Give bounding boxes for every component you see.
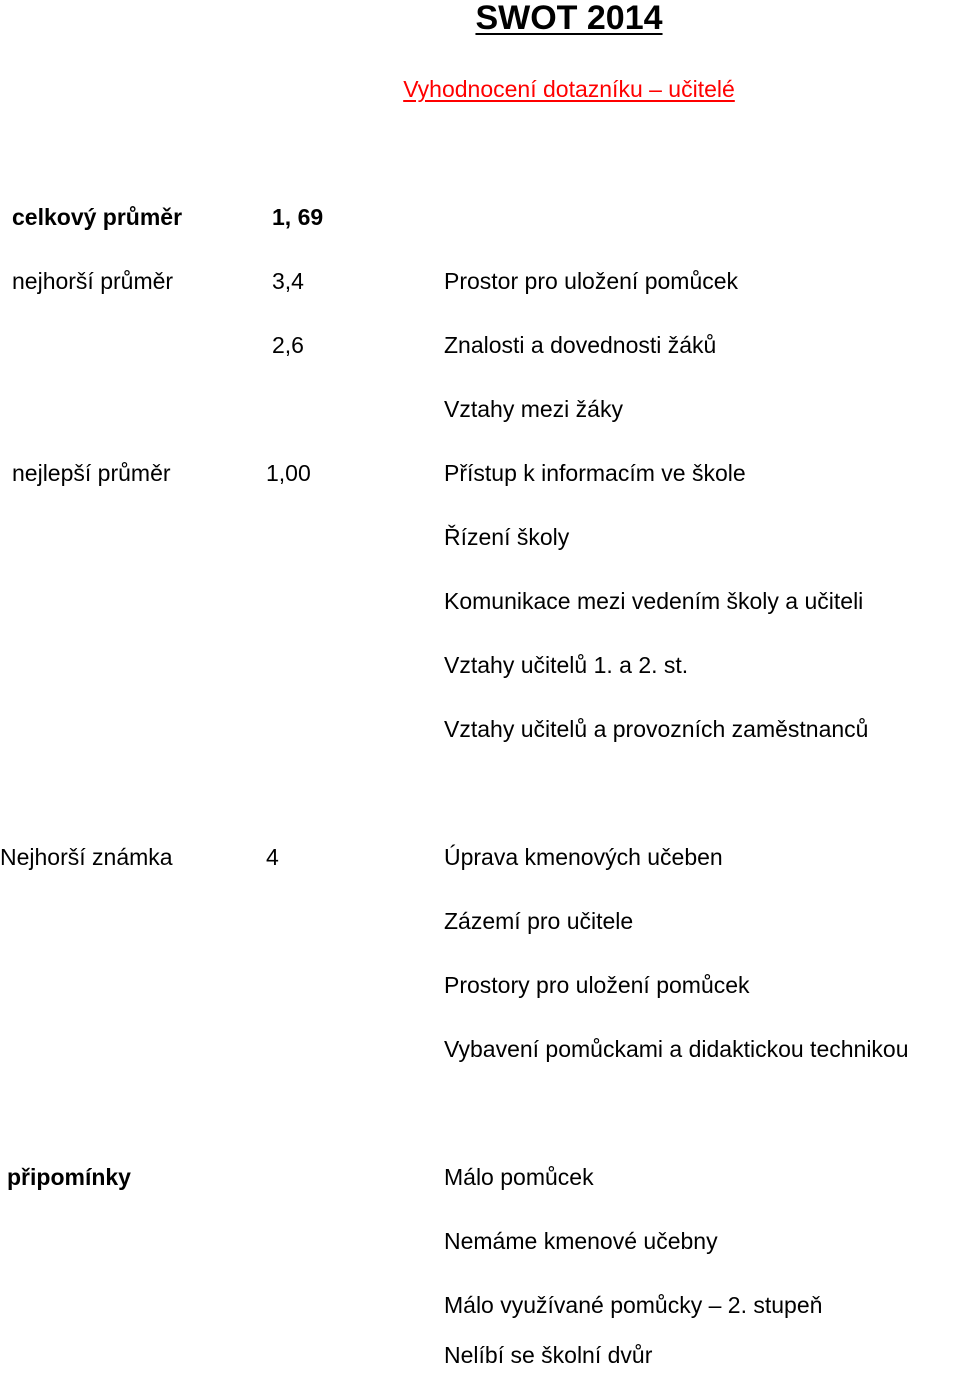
page-subtitle: Vyhodnocení dotazníku – učitelé <box>403 76 735 102</box>
worst-grade-item: Vybavení pomůckami a didaktickou technikou <box>444 1036 909 1062</box>
best-average-item: Přístup k informacím ve škole <box>444 460 746 486</box>
worst-grade-item: Úprava kmenových učeben <box>444 844 723 870</box>
best-average-item: Vztahy učitelů a provozních zaměstnanců <box>444 716 869 742</box>
worst-average-label: nejhorší průměr <box>12 268 174 294</box>
worst-average-value: 2,6 <box>272 332 304 358</box>
worst-average-value: 3,4 <box>272 268 304 294</box>
worst-grade-item: Zázemí pro učitele <box>444 908 634 934</box>
comment-item: Málo pomůcek <box>444 1164 594 1190</box>
comment-item: Nemáme kmenové učebny <box>444 1228 718 1254</box>
comment-item: Nelíbí se školní dvůr <box>444 1342 653 1368</box>
comments-label: připomínky <box>7 1164 131 1190</box>
worst-grade-item: Prostory pro uložení pomůcek <box>444 972 750 998</box>
best-average-value: 1,00 <box>266 460 311 486</box>
best-average-item: Řízení školy <box>444 524 570 550</box>
worst-grade-value: 4 <box>266 844 279 870</box>
best-average-label: nejlepší průměr <box>12 460 171 486</box>
worst-average-item: Znalosti a dovednosti žáků <box>444 332 717 358</box>
comment-item: Málo využívané pomůcky – 2. stupeň <box>444 1292 823 1318</box>
worst-average-item: Prostor pro uložení pomůcek <box>444 268 739 294</box>
page-title: SWOT 2014 <box>475 0 663 37</box>
worst-average-item: Vztahy mezi žáky <box>444 396 623 422</box>
overall-average-label: celkový průměr <box>12 204 183 230</box>
overall-average-value: 1, 69 <box>272 204 324 230</box>
best-average-item: Vztahy učitelů 1. a 2. st. <box>444 652 689 678</box>
worst-grade-label: Nejhorší známka <box>0 844 173 870</box>
best-average-item: Komunikace mezi vedením školy a učiteli <box>444 588 864 614</box>
